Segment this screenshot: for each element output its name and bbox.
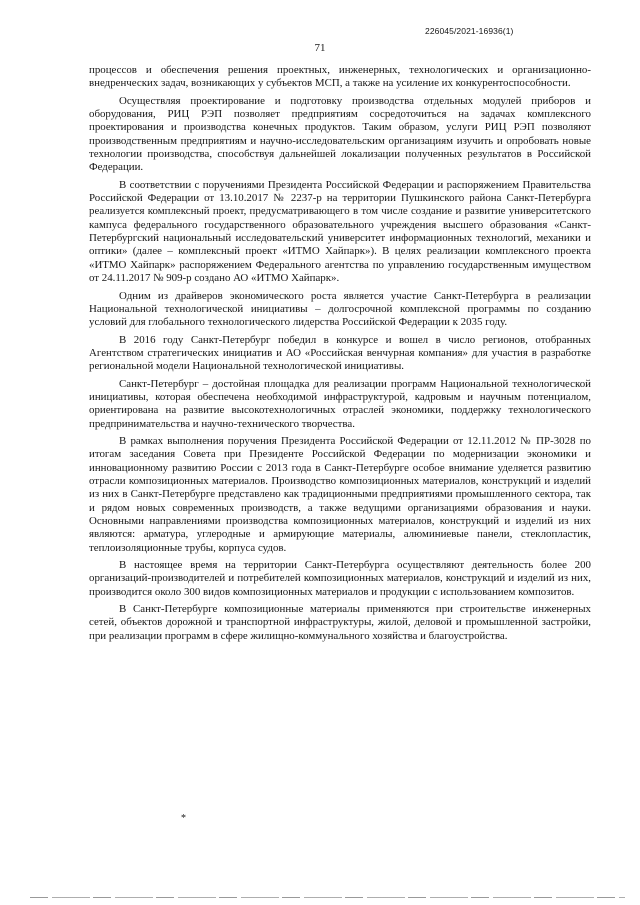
page-number: 71 xyxy=(314,42,326,54)
paragraph-1: процессов и обеспечения решения проектных, инженерных, технологических и организационно-внедренческих задач, возникающих у субъектов МСП, а также на усиление их конкурентоспособности. xyxy=(89,64,591,90)
paragraph-5: В 2016 году Санкт-Петербург победил в конкурсе и вошел в число регионов, отобранных Агентством стратегических инициатив и АО «Российская венчурная компания» для участия в разработке региональной модели Национальной технологической инициативы. xyxy=(89,333,591,373)
document-body xyxy=(89,64,591,647)
scan-edge-line xyxy=(30,897,625,898)
paragraph-4: Одним из драйверов экономического роста является участие Санкт-Петербурга в реализации Национальной технологической инициативы – долгосрочной комплексной программы по созданию условий для глобального технологического лидерства Российской Федерации к 2035 году. xyxy=(89,289,591,329)
paragraph-2: Осуществляя проектирование и подготовку производства отдельных модулей приборов и оборудования, РИЦ РЭП позволяет предприятиям сосредоточиться на задачах комплексного проектирования и производства конечных продуктов. Таким образом, услуги РИЦ РЭП позволяют производственным предприятиям и научно-исследовательским организациям изучить и опробовать новые технологии производства, способствуя дальнейшей локализации полученных результатов в Российской Федерации. xyxy=(89,94,591,174)
paragraph-9: В Санкт-Петербурге композиционные материалы применяются при строительстве инженерных сетей, объектов дорожной и транспортной инфраструктуры, жилой, деловой и промышленной застройки, при реализации программ в сфере жилищно-коммунального хозяйства и благоустройства. xyxy=(89,603,591,642)
paragraph-7: В рамках выполнения поручения Президента Российской Федерации от 12.11.2012 № ПР-3028 по итогам заседания Совета при Президенте Российской Федерации по модернизации экономики и инновационному развитию России с 2013 года в Санкт-Петербурге особое внимание уделяется развитию отрасли композиционных материалов. Производство композиционных материалов, конструкций и изделий из них в Санкт-Петербурге представлено как традиционными предприятиями промышленного сектора, так и рядом новых современных производств, а также ведущими организациями образования и науки. Основными направлениями производства композиционных материалов, конструкций и изделий из них являются: арматура, углеродные и армирующие материалы, алюминиевые панели, стеклопластик, теплоизоляционные трубы, корпуса судов. xyxy=(89,434,591,554)
paragraph-3: В соответствии с поручениями Президента Российской Федерации и распоряжением Правительства Российской Федерации от 13.10.2017 № 2237-р на территории Пушкинского района Санкт-Петербурга реализуется комплексный проект, предусматривающего в том числе создание и развитие университетского кампуса федерального государственного образовательного учреждения высшего образования «Санкт-Петербургский национальный исследовательский университет информационных технологий, механики и оптики» (далее – комплексный проект «ИТМО Хайпарк»). В целях реализации комплексного проекта «ИТМО Хайпарк» распоряжением Федерального агентства по управлению государственным имуществом от 24.11.2017 № 909-р создано АО «ИТМО Хайпарк». xyxy=(89,178,591,285)
scan-mark: * xyxy=(181,813,186,824)
document-id: 226045/2021-16936(1) xyxy=(425,26,514,36)
paragraph-8: В настоящее время на территории Санкт-Петербурга осуществляют деятельность более 200 организаций-производителей и потребителей композиционных материалов, конструкций и изделий из них, производится около 300 видов композиционных материалов и продукции с использованием композитов. xyxy=(89,559,591,598)
paragraph-6: Санкт-Петербург – достойная площадка для реализации программ Национальной технологической инициативы, которая обеспечена необходимой инфраструктурой, кадровым и научным потенциалом, ориентирована на развитие высокотехнологичных отраслей экономики, поддержку технологического предпринимательства и научно-технического творчества. xyxy=(89,377,591,430)
